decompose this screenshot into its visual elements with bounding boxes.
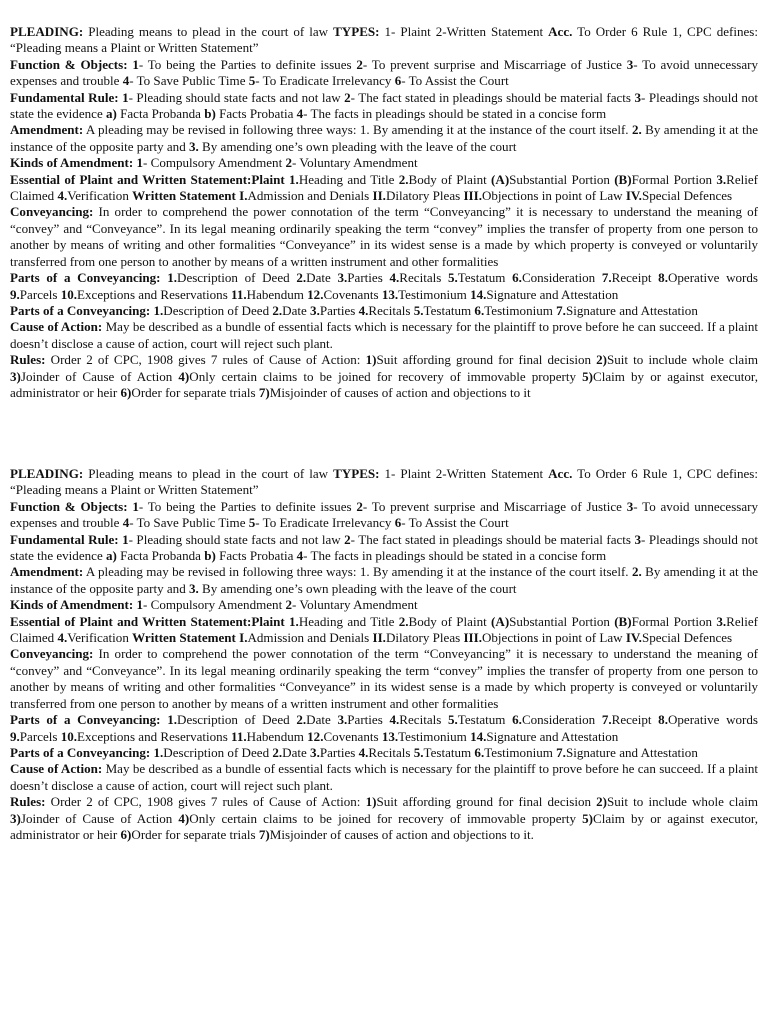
text-run: Joinder of Cause of Action bbox=[20, 368, 179, 384]
bold-run: 2 bbox=[344, 531, 351, 547]
paragraph-conveyancing bbox=[10, 646, 758, 712]
text-run: Verification bbox=[67, 188, 133, 204]
text-run: To Order 6 Rule 1, CPC defines: “Pleading means a Plaint or Written Statement” bbox=[10, 466, 758, 498]
bold-run: 13. bbox=[381, 286, 399, 302]
text-run: Claim by or against executor, administrator or heir bbox=[10, 810, 758, 842]
bold-run: 2. bbox=[296, 270, 307, 286]
bold-run: 2 bbox=[356, 56, 363, 72]
bold-run: Essential of Plaint and Written Statement:Plaint 1. bbox=[10, 613, 299, 629]
paragraph-essential-plaint bbox=[10, 172, 758, 205]
text-run: Consideration bbox=[521, 270, 602, 286]
text-run: - To prevent surprise and Miscarriage of Justice bbox=[362, 56, 627, 72]
bold-run: 1) bbox=[365, 352, 377, 368]
paragraph-parts-conveyancing-2 bbox=[10, 745, 758, 761]
bold-run: 3) bbox=[10, 810, 21, 826]
bold-run: 7) bbox=[258, 826, 270, 842]
text-run: Only certain claims to be joined for recovery of immovable property bbox=[189, 368, 583, 384]
text-run: Testatum bbox=[423, 302, 475, 318]
paragraph-cause-of-action bbox=[10, 761, 758, 794]
text-run: Substantial Portion bbox=[509, 613, 615, 629]
bold-run: 5) bbox=[582, 368, 593, 384]
bold-run: 5. bbox=[448, 270, 458, 286]
text-run: Signature and Attestation bbox=[565, 302, 698, 318]
bold-run: Written Statement I. bbox=[132, 630, 248, 646]
bold-run: 7. bbox=[556, 744, 566, 760]
bold-run: 14. bbox=[470, 286, 487, 302]
text-run: Admission and Denials bbox=[247, 630, 373, 646]
bold-run: Conveyancing: bbox=[10, 204, 94, 220]
bold-run: 3 bbox=[626, 56, 634, 72]
text-run: Body of Plaint bbox=[408, 613, 492, 629]
text-run: Description of Deed bbox=[177, 270, 297, 286]
text-run: Facta Probanda bbox=[116, 106, 205, 122]
bold-run: 3. bbox=[310, 744, 320, 760]
bold-run: 4. bbox=[57, 630, 68, 646]
text-run: Misjoinder of causes of action and objections to it. bbox=[269, 826, 534, 842]
bold-run: 4 bbox=[122, 515, 130, 531]
bold-run: 8. bbox=[658, 712, 668, 728]
bold-run: 6. bbox=[474, 744, 485, 760]
text-run: Relief Claimed bbox=[10, 613, 759, 646]
bold-run: b) bbox=[204, 106, 216, 122]
text-run: - The fact stated in pleadings should be material facts bbox=[350, 531, 635, 547]
text-run: Special Defences bbox=[641, 188, 733, 204]
text-run: Misjoinder of causes of action and objections to it bbox=[269, 384, 531, 400]
text-run: Parties bbox=[347, 270, 390, 286]
text-run: - To Eradicate Irrelevancy bbox=[255, 73, 395, 89]
paragraph-parts-conveyancing-2 bbox=[10, 303, 758, 319]
bold-run: 4. bbox=[389, 270, 400, 286]
bold-run: 1 bbox=[136, 155, 144, 171]
bold-run: 3. bbox=[716, 171, 727, 187]
text-run: Receipt bbox=[611, 712, 659, 728]
text-run: - Voluntary Amendment bbox=[291, 155, 418, 171]
bold-run: (B) bbox=[614, 613, 632, 629]
text-run: - To Save Public Time bbox=[129, 515, 249, 531]
bold-run: 2. bbox=[296, 712, 307, 728]
text-run: Order for separate trials bbox=[131, 826, 259, 842]
bold-run: 1 bbox=[132, 498, 139, 514]
bold-run: 8. bbox=[658, 270, 668, 286]
text-run: Testimonium bbox=[398, 728, 471, 744]
bold-run: Parts of a Conveyancing: 1. bbox=[10, 270, 178, 286]
paragraph-fundamental-rule bbox=[10, 90, 758, 123]
text-run: Signature and Attestation bbox=[486, 286, 619, 302]
paragraph-amendment bbox=[10, 564, 758, 597]
bold-run: 6) bbox=[120, 384, 132, 400]
text-run: - Compulsory Amendment bbox=[143, 597, 286, 613]
text-run: Suit affording ground for final decision bbox=[376, 794, 597, 810]
text-run: Parties bbox=[319, 302, 359, 318]
text-run: - The facts in pleadings should be stated in a concise form bbox=[303, 106, 607, 122]
text-run: Recitals bbox=[368, 744, 414, 760]
bold-run: 6 bbox=[394, 515, 402, 531]
text-run: Dilatory Pleas bbox=[385, 188, 464, 204]
text-run: - To being the Parties to definite issues bbox=[138, 498, 357, 514]
text-run: Receipt bbox=[611, 270, 659, 286]
text-run: May be described as a bundle of essential facts which is necessary for the plaintiff to prove before he can succeed. If a plaint doesn’t disclose a cause of action, court will reject such plant. bbox=[10, 761, 758, 793]
bold-run: 9. bbox=[10, 728, 20, 744]
text-run: - To avoid unnecessary expenses and trouble bbox=[10, 56, 759, 89]
bold-run: 2. bbox=[398, 613, 409, 629]
text-run: Relief Claimed bbox=[10, 171, 759, 204]
text-run: In order to comprehend the power connotation of the term “Conveyancing” it is necessary to understand the meaning of “convey” and “Conveyance”. In its legal meaning ordinarily speaking the term “convey” implies the transfer of property from one person to another by means of writing and other formalities “Conveyance” in its widest sense is a made by which property is conveyed or voluntarily transferred from one person to another by means of a written instrument and other formalities bbox=[10, 204, 758, 269]
bold-run: 7) bbox=[258, 384, 270, 400]
text-run: By amending one’s own pleading with the leave of the court bbox=[198, 138, 517, 154]
bold-run: 2. bbox=[398, 171, 409, 187]
text-run: Parties bbox=[347, 712, 390, 728]
bold-run: TYPES: bbox=[333, 24, 380, 39]
text-run: Order for separate trials bbox=[131, 384, 259, 400]
bold-run: 3 bbox=[634, 89, 642, 105]
text-run: Joinder of Cause of Action bbox=[20, 810, 179, 826]
text-run: Order 2 of CPC, 1908 gives 7 rules of Cause of Action: bbox=[45, 352, 366, 368]
bold-run: III. bbox=[463, 188, 482, 204]
paragraph-rules bbox=[10, 352, 758, 401]
text-run: Testimonium bbox=[484, 302, 557, 318]
text-run: 1- Plaint 2-Written Statement bbox=[379, 466, 549, 481]
text-run: Facta Probanda bbox=[116, 548, 205, 564]
text-run: - To avoid unnecessary expenses and trouble bbox=[10, 498, 759, 531]
bold-run: Acc. bbox=[548, 466, 573, 481]
text-run: Signature and Attestation bbox=[486, 728, 619, 744]
bold-run: II. bbox=[372, 188, 386, 204]
text-run: Testatum bbox=[457, 712, 513, 728]
text-run: Pleading means to plead in the court of law bbox=[83, 466, 334, 481]
bold-run: 2 bbox=[356, 498, 363, 514]
bold-run: a) bbox=[106, 548, 117, 564]
text-run: Dilatory Pleas bbox=[385, 630, 464, 646]
text-run: Recitals bbox=[399, 712, 448, 728]
text-run: Heading and Title bbox=[298, 171, 399, 187]
bold-run: Parts of a Conveyancing: 1. bbox=[10, 744, 164, 760]
text-run: Signature and Attestation bbox=[565, 744, 698, 760]
text-run: Operative words bbox=[667, 712, 758, 728]
bold-run: 11. bbox=[231, 728, 247, 744]
text-run: Pleading means to plead in the court of law bbox=[83, 24, 334, 39]
bold-run: 3. bbox=[310, 302, 320, 318]
paragraph-cause-of-action bbox=[10, 319, 758, 352]
text-run: Admission and Denials bbox=[247, 188, 373, 204]
text-run: Testatum bbox=[457, 270, 513, 286]
bold-run: 2. bbox=[272, 302, 283, 318]
bold-run: 6. bbox=[512, 270, 522, 286]
paragraph-kinds-of-amendment bbox=[10, 597, 758, 613]
bold-run: 4. bbox=[389, 712, 400, 728]
paragraph-fundamental-rule bbox=[10, 532, 758, 565]
bold-run: 2. bbox=[631, 122, 642, 138]
text-run: - To Eradicate Irrelevancy bbox=[255, 515, 395, 531]
text-run: Description of Deed bbox=[163, 744, 273, 760]
paragraph-function-objects bbox=[10, 57, 758, 90]
bold-run: 5. bbox=[448, 712, 458, 728]
text-run: Facts Probatia bbox=[215, 548, 297, 564]
bold-run: 2 bbox=[285, 155, 292, 171]
text-run: - To being the Parties to definite issues bbox=[138, 56, 357, 72]
text-run: - To Assist the Court bbox=[401, 73, 509, 89]
bold-run: Parts of a Conveyancing: 1. bbox=[10, 302, 164, 318]
bold-run: Rules: bbox=[10, 352, 46, 368]
bold-run: 13. bbox=[381, 728, 399, 744]
bold-run: Acc. bbox=[548, 24, 573, 39]
bold-run: 3. bbox=[337, 270, 348, 286]
text-run: Suit to include whole claim bbox=[607, 794, 758, 810]
bold-run: 5 bbox=[248, 73, 256, 89]
bold-run: 11. bbox=[231, 286, 247, 302]
bold-run: a) bbox=[106, 106, 117, 122]
text-run: Objections in point of Law bbox=[481, 188, 626, 204]
bold-run: Parts of a Conveyancing: 1. bbox=[10, 712, 178, 728]
text-run: Description of Deed bbox=[177, 712, 297, 728]
text-run: - The facts in pleadings should be stated in a concise form bbox=[303, 548, 607, 564]
bold-run: Fundamental Rule: bbox=[10, 531, 119, 547]
text-run: Heading and Title bbox=[298, 613, 399, 629]
text-run: 1- Plaint 2-Written Statement bbox=[379, 24, 549, 39]
text-run: Verification bbox=[67, 630, 133, 646]
text-run: Date bbox=[282, 744, 311, 760]
text-run: Testimonium bbox=[484, 744, 557, 760]
bold-run: b) bbox=[204, 548, 216, 564]
text-run: By amending it at the instance of the opposite party and bbox=[10, 564, 759, 596]
bold-run: PLEADING: bbox=[10, 24, 84, 39]
text-run: - To prevent surprise and Miscarriage of Justice bbox=[362, 498, 627, 514]
paragraph-conveyancing bbox=[10, 204, 758, 270]
bold-run: Essential of Plaint and Written Statement:Plaint 1. bbox=[10, 171, 299, 187]
bold-run: 2) bbox=[596, 794, 608, 810]
bold-run: Kinds of Amendment: bbox=[10, 597, 134, 613]
text-run: Suit to include whole claim bbox=[607, 352, 758, 368]
bold-run: 1 bbox=[122, 531, 129, 547]
text-run: Parties bbox=[319, 744, 359, 760]
text-run: Formal Portion bbox=[631, 171, 717, 187]
bold-run: 3 bbox=[626, 498, 634, 514]
paragraph-essential-plaint bbox=[10, 614, 758, 647]
bold-run: 3. bbox=[188, 138, 199, 154]
notes-block-1 bbox=[10, 24, 758, 401]
text-run: Special Defences bbox=[641, 630, 733, 646]
text-run: Parcels bbox=[19, 286, 61, 302]
paragraph-kinds-of-amendment bbox=[10, 155, 758, 171]
text-run: - Pleadings should not state the evidence bbox=[10, 89, 759, 122]
bold-run: 6. bbox=[512, 712, 522, 728]
text-run: - To Save Public Time bbox=[129, 73, 249, 89]
paragraph-rules bbox=[10, 794, 758, 843]
paragraph-amendment bbox=[10, 122, 758, 155]
bold-run: PLEADING: bbox=[10, 466, 84, 481]
bold-run: 3. bbox=[716, 613, 727, 629]
text-run: Facts Probatia bbox=[215, 106, 297, 122]
bold-run: 1 bbox=[136, 597, 144, 613]
bold-run: (B) bbox=[614, 171, 632, 187]
bold-run: 10. bbox=[60, 286, 78, 302]
bold-run: 5. bbox=[413, 744, 424, 760]
text-run: Consideration bbox=[521, 712, 602, 728]
paragraph-parts-conveyancing-1 bbox=[10, 712, 758, 745]
bold-run: 3. bbox=[337, 712, 348, 728]
text-run: Testimonium bbox=[398, 286, 471, 302]
bold-run: 14. bbox=[470, 728, 487, 744]
text-run: Habendum bbox=[246, 286, 308, 302]
bold-run: Kinds of Amendment: bbox=[10, 155, 134, 171]
bold-run: (A) bbox=[491, 613, 510, 629]
bold-run: (A) bbox=[491, 171, 510, 187]
bold-run: Cause of Action: bbox=[10, 761, 103, 777]
bold-run: 6 bbox=[394, 73, 402, 89]
bold-run: 3. bbox=[188, 580, 199, 596]
bold-run: Fundamental Rule: bbox=[10, 89, 119, 105]
bold-run: Conveyancing: bbox=[10, 646, 94, 662]
text-run: A pleading may be revised in following three ways: 1. By amending it at the instance of the court itself. bbox=[83, 122, 632, 138]
bold-run: Amendment: bbox=[10, 122, 84, 138]
bold-run: 7. bbox=[601, 712, 612, 728]
text-run: Body of Plaint bbox=[408, 171, 492, 187]
text-run: Exceptions and Reservations bbox=[77, 286, 232, 302]
text-run: Recitals bbox=[399, 270, 448, 286]
bold-run: 12. bbox=[307, 728, 324, 744]
bold-run: II. bbox=[372, 630, 386, 646]
bold-run: 4. bbox=[358, 744, 369, 760]
text-run: Claim by or against executor, administrator or heir bbox=[10, 368, 758, 400]
text-run: - Pleading should state facts and not law bbox=[128, 531, 345, 547]
paragraph-parts-conveyancing-1 bbox=[10, 270, 758, 303]
bold-run: 6) bbox=[120, 826, 132, 842]
bold-run: 12. bbox=[307, 286, 324, 302]
text-run: Recitals bbox=[368, 302, 414, 318]
text-run: To Order 6 Rule 1, CPC defines: “Pleading means a Plaint or Written Statement” bbox=[10, 24, 758, 56]
bold-run: Function & Objects: bbox=[10, 498, 128, 514]
text-run: By amending one’s own pleading with the leave of the court bbox=[198, 580, 517, 596]
text-run: - Pleading should state facts and not law bbox=[128, 89, 345, 105]
notes-block-2 bbox=[10, 466, 758, 843]
bold-run: 4. bbox=[57, 188, 68, 204]
text-run: In order to comprehend the power connotation of the term “Conveyancing” it is necessary to understand the meaning of “convey” and “Conveyance”. In its legal meaning ordinarily speaking the term “convey” implies the transfer of property from one person to another by means of writing and other formalities “Conveyance” in its widest sense is a made by which property is conveyed or voluntarily transferred from one person to another by means of a written instrument and other formalities bbox=[10, 646, 758, 711]
bold-run: 6. bbox=[474, 302, 485, 318]
text-run: A pleading may be revised in following three ways: 1. By amending it at the instance of the court itself. bbox=[83, 564, 632, 580]
bold-run: 7. bbox=[601, 270, 612, 286]
bold-run: 4. bbox=[358, 302, 369, 318]
bold-run: Rules: bbox=[10, 794, 46, 810]
bold-run: 5 bbox=[248, 515, 256, 531]
bold-run: 1 bbox=[122, 89, 129, 105]
bold-run: 2. bbox=[272, 744, 283, 760]
text-run: May be described as a bundle of essential facts which is necessary for the plaintiff to prove before he can succeed. If a plaint doesn’t disclose a cause of action, court will reject such plant. bbox=[10, 319, 758, 351]
text-run: Date bbox=[282, 302, 311, 318]
text-run: - Voluntary Amendment bbox=[291, 597, 418, 613]
text-run: Operative words bbox=[667, 270, 758, 286]
text-run: Description of Deed bbox=[163, 302, 273, 318]
bold-run: 4) bbox=[178, 368, 190, 384]
bold-run: 2 bbox=[344, 89, 351, 105]
text-run: Only certain claims to be joined for recovery of immovable property bbox=[189, 810, 583, 826]
text-run: Covenants bbox=[323, 728, 382, 744]
bold-run: 4 bbox=[296, 548, 304, 564]
text-run: Testatum bbox=[423, 744, 475, 760]
bold-run: IV. bbox=[625, 630, 642, 646]
text-run: Substantial Portion bbox=[509, 171, 615, 187]
bold-run: Written Statement I. bbox=[132, 188, 248, 204]
text-run: - Pleadings should not state the evidence bbox=[10, 531, 759, 564]
bold-run: 2. bbox=[631, 564, 642, 580]
paragraph-function-objects bbox=[10, 499, 758, 532]
bold-run: 10. bbox=[60, 728, 78, 744]
bold-run: Function & Objects: bbox=[10, 56, 128, 72]
text-run: By amending it at the instance of the opposite party and bbox=[10, 122, 759, 154]
text-run: Exceptions and Reservations bbox=[77, 728, 232, 744]
bold-run: 5) bbox=[582, 810, 593, 826]
text-run: Objections in point of Law bbox=[481, 630, 626, 646]
text-run: Formal Portion bbox=[631, 613, 717, 629]
text-run: Order 2 of CPC, 1908 gives 7 rules of Cause of Action: bbox=[45, 794, 366, 810]
bold-run: 4 bbox=[296, 106, 304, 122]
bold-run: 9. bbox=[10, 286, 20, 302]
text-run: - Compulsory Amendment bbox=[143, 155, 286, 171]
text-run: Covenants bbox=[323, 286, 382, 302]
bold-run: III. bbox=[463, 630, 482, 646]
bold-run: TYPES: bbox=[333, 466, 380, 481]
text-run: - The fact stated in pleadings should be material facts bbox=[350, 89, 635, 105]
bold-run: 1) bbox=[365, 794, 377, 810]
text-run: Habendum bbox=[246, 728, 308, 744]
bold-run: 4 bbox=[122, 73, 130, 89]
bold-run: 3) bbox=[10, 368, 21, 384]
text-run: Date bbox=[306, 712, 338, 728]
bold-run: 2) bbox=[596, 352, 608, 368]
bold-run: Amendment: bbox=[10, 564, 84, 580]
paragraph-pleading bbox=[10, 466, 758, 499]
bold-run: 5. bbox=[413, 302, 424, 318]
bold-run: 2 bbox=[285, 597, 292, 613]
paragraph-pleading bbox=[10, 24, 758, 57]
text-run: - To Assist the Court bbox=[401, 515, 509, 531]
text-run: Suit affording ground for final decision bbox=[376, 352, 597, 368]
bold-run: 3 bbox=[634, 531, 642, 547]
bold-run: 1 bbox=[132, 56, 139, 72]
text-run: Date bbox=[306, 270, 338, 286]
bold-run: Cause of Action: bbox=[10, 319, 103, 335]
text-run: Parcels bbox=[19, 728, 61, 744]
bold-run: IV. bbox=[625, 188, 642, 204]
bold-run: 4) bbox=[178, 810, 190, 826]
bold-run: 7. bbox=[556, 302, 566, 318]
